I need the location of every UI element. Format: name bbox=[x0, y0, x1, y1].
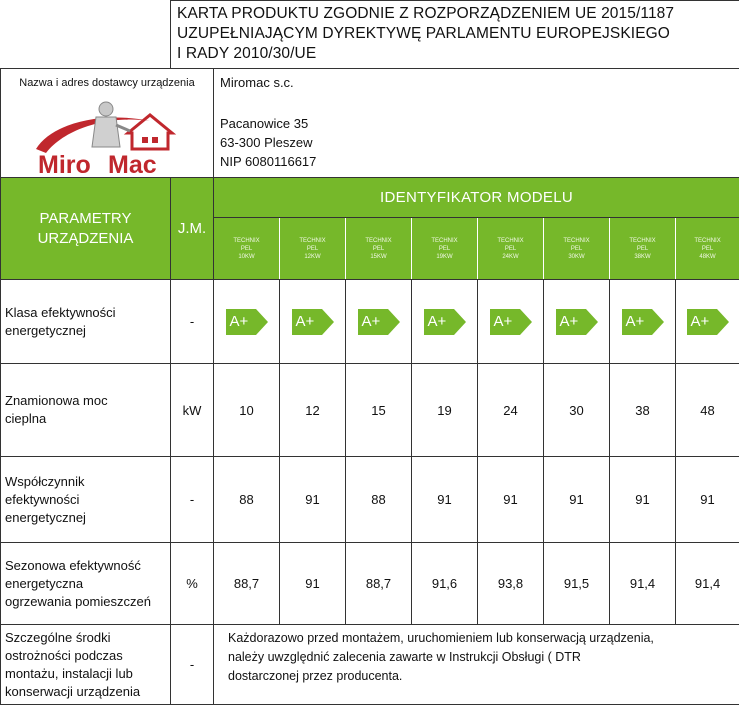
table-cell: 30 bbox=[544, 364, 610, 457]
model-2: TECHNIX PEL 12KW bbox=[280, 218, 346, 280]
energy-class-arrow-icon: A+ bbox=[226, 309, 268, 335]
model-8: TECHNIX PEL 48KW bbox=[676, 218, 739, 280]
model-5: TECHNIX PEL 24KW bbox=[478, 218, 544, 280]
energy-badge-cell bbox=[346, 280, 412, 364]
table-cell: 91,4 bbox=[610, 543, 676, 625]
title-line-2: UZUPEŁNIAJĄCYM DYREKTYWĘ PARLAMENTU EUROPEJSKIEGO bbox=[177, 24, 733, 44]
energy-badge-cell bbox=[676, 280, 739, 364]
table-cell: 88 bbox=[214, 457, 280, 543]
energy-badge-cell bbox=[610, 280, 676, 364]
table-cell: 15 bbox=[346, 364, 412, 457]
supplier-address-3: NIP 6080116617 bbox=[220, 152, 739, 171]
params-header-line-2: URZĄDZENIA bbox=[1, 229, 170, 249]
row-efficiency-unit: - bbox=[171, 457, 214, 543]
table-cell: 91,6 bbox=[412, 543, 478, 625]
params-header bbox=[1, 178, 171, 280]
table-cell: 91,5 bbox=[544, 543, 610, 625]
supplier-address-1: Pacanowice 35 bbox=[220, 114, 739, 133]
model-6: TECHNIX PEL 30KW bbox=[544, 218, 610, 280]
table-cell: 19 bbox=[412, 364, 478, 457]
energy-class-arrow-icon: A+ bbox=[490, 309, 532, 335]
table-cell: 91 bbox=[610, 457, 676, 543]
table-cell: 91 bbox=[280, 543, 346, 625]
model-3: TECHNIX PEL 15KW bbox=[346, 218, 412, 280]
energy-badge-cell bbox=[214, 280, 280, 364]
precautions-note bbox=[214, 625, 739, 705]
row-precautions-label: Szczególne środki ostrożności podczas montażu, instalacji lub konserwacji urządzenia bbox=[1, 625, 171, 705]
params-header-line-1: PARAMETRY bbox=[1, 209, 170, 229]
welder-icon bbox=[99, 102, 113, 116]
note-line-1: Każdorazowo przed montażem, uruchomieniem lub konserwacją urządzenia, bbox=[228, 629, 729, 648]
supplier-info bbox=[214, 69, 739, 178]
model-7: TECHNIX PEL 38KW bbox=[610, 218, 676, 280]
energy-class-arrow-icon: A+ bbox=[622, 309, 664, 335]
table-cell: 93,8 bbox=[478, 543, 544, 625]
supplier-name: Miromac s.c. bbox=[220, 73, 739, 92]
row-efficiency-label: Współczynnik efektywności energetycznej bbox=[1, 457, 171, 543]
supplier-label-cell bbox=[1, 69, 214, 178]
energy-class-arrow-icon: A+ bbox=[424, 309, 466, 335]
table-cell: 48 bbox=[676, 364, 739, 457]
table-cell: 91,4 bbox=[676, 543, 739, 625]
note-line-2: należy uwzględnić zalecenia zawarte w Instrukcji Obsługi ( DTR bbox=[228, 648, 729, 667]
model-1: TECHNIX PEL 10KW bbox=[214, 218, 280, 280]
row-energy-class-unit: - bbox=[171, 280, 214, 364]
energy-badge-cell bbox=[412, 280, 478, 364]
model-id-header: IDENTYFIKATOR MODELU bbox=[214, 178, 739, 218]
table-cell: 88 bbox=[346, 457, 412, 543]
supplier-label: Nazwa i adres dostawcy urządzenia bbox=[1, 77, 213, 89]
supplier-address-2: 63-300 Pleszew bbox=[220, 133, 739, 152]
table-cell: 24 bbox=[478, 364, 544, 457]
model-4: TECHNIX PEL 19KW bbox=[412, 218, 478, 280]
blank-corner bbox=[1, 1, 171, 69]
energy-badge-cell bbox=[544, 280, 610, 364]
energy-class-arrow-icon: A+ bbox=[556, 309, 598, 335]
table-cell: 91 bbox=[676, 457, 739, 543]
miromac-logo bbox=[32, 93, 182, 177]
row-rated-output-label: Znamionowa moc cieplna bbox=[1, 364, 171, 457]
note-line-3: dostarczonej przez producenta. bbox=[228, 667, 729, 686]
table-cell: 38 bbox=[610, 364, 676, 457]
title-line-1: KARTA PRODUKTU ZGODNIE Z ROZPORZĄDZENIEM UE 2015/1187 bbox=[177, 4, 733, 24]
row-precautions-unit: - bbox=[171, 625, 214, 705]
energy-badge-cell bbox=[478, 280, 544, 364]
energy-class-arrow-icon: A+ bbox=[358, 309, 400, 335]
row-seasonal-efficiency-unit: % bbox=[171, 543, 214, 625]
table-cell: 88,7 bbox=[346, 543, 412, 625]
table-cell: 10 bbox=[214, 364, 280, 457]
row-rated-output-unit: kW bbox=[171, 364, 214, 457]
table-cell: 12 bbox=[280, 364, 346, 457]
row-seasonal-efficiency-label: Sezonowa efektywność energetyczna ogrzewania pomieszczeń bbox=[1, 543, 171, 625]
logo-text-left: Miro bbox=[38, 151, 91, 177]
house-icon bbox=[128, 115, 172, 149]
table-cell: 88,7 bbox=[214, 543, 280, 625]
table-cell: 91 bbox=[478, 457, 544, 543]
logo-text-right: Mac bbox=[108, 151, 157, 177]
row-energy-class-label: Klasa efektywności energetycznej bbox=[1, 280, 171, 364]
energy-badge-cell bbox=[280, 280, 346, 364]
document-title bbox=[171, 1, 739, 69]
table-cell: 91 bbox=[280, 457, 346, 543]
energy-class-arrow-icon: A+ bbox=[292, 309, 334, 335]
table-cell: 91 bbox=[412, 457, 478, 543]
energy-class-arrow-icon: A+ bbox=[687, 309, 729, 335]
table-cell: 91 bbox=[544, 457, 610, 543]
title-line-3: I RADY 2010/30/UE bbox=[177, 44, 733, 64]
unit-header: J.M. bbox=[171, 178, 214, 280]
